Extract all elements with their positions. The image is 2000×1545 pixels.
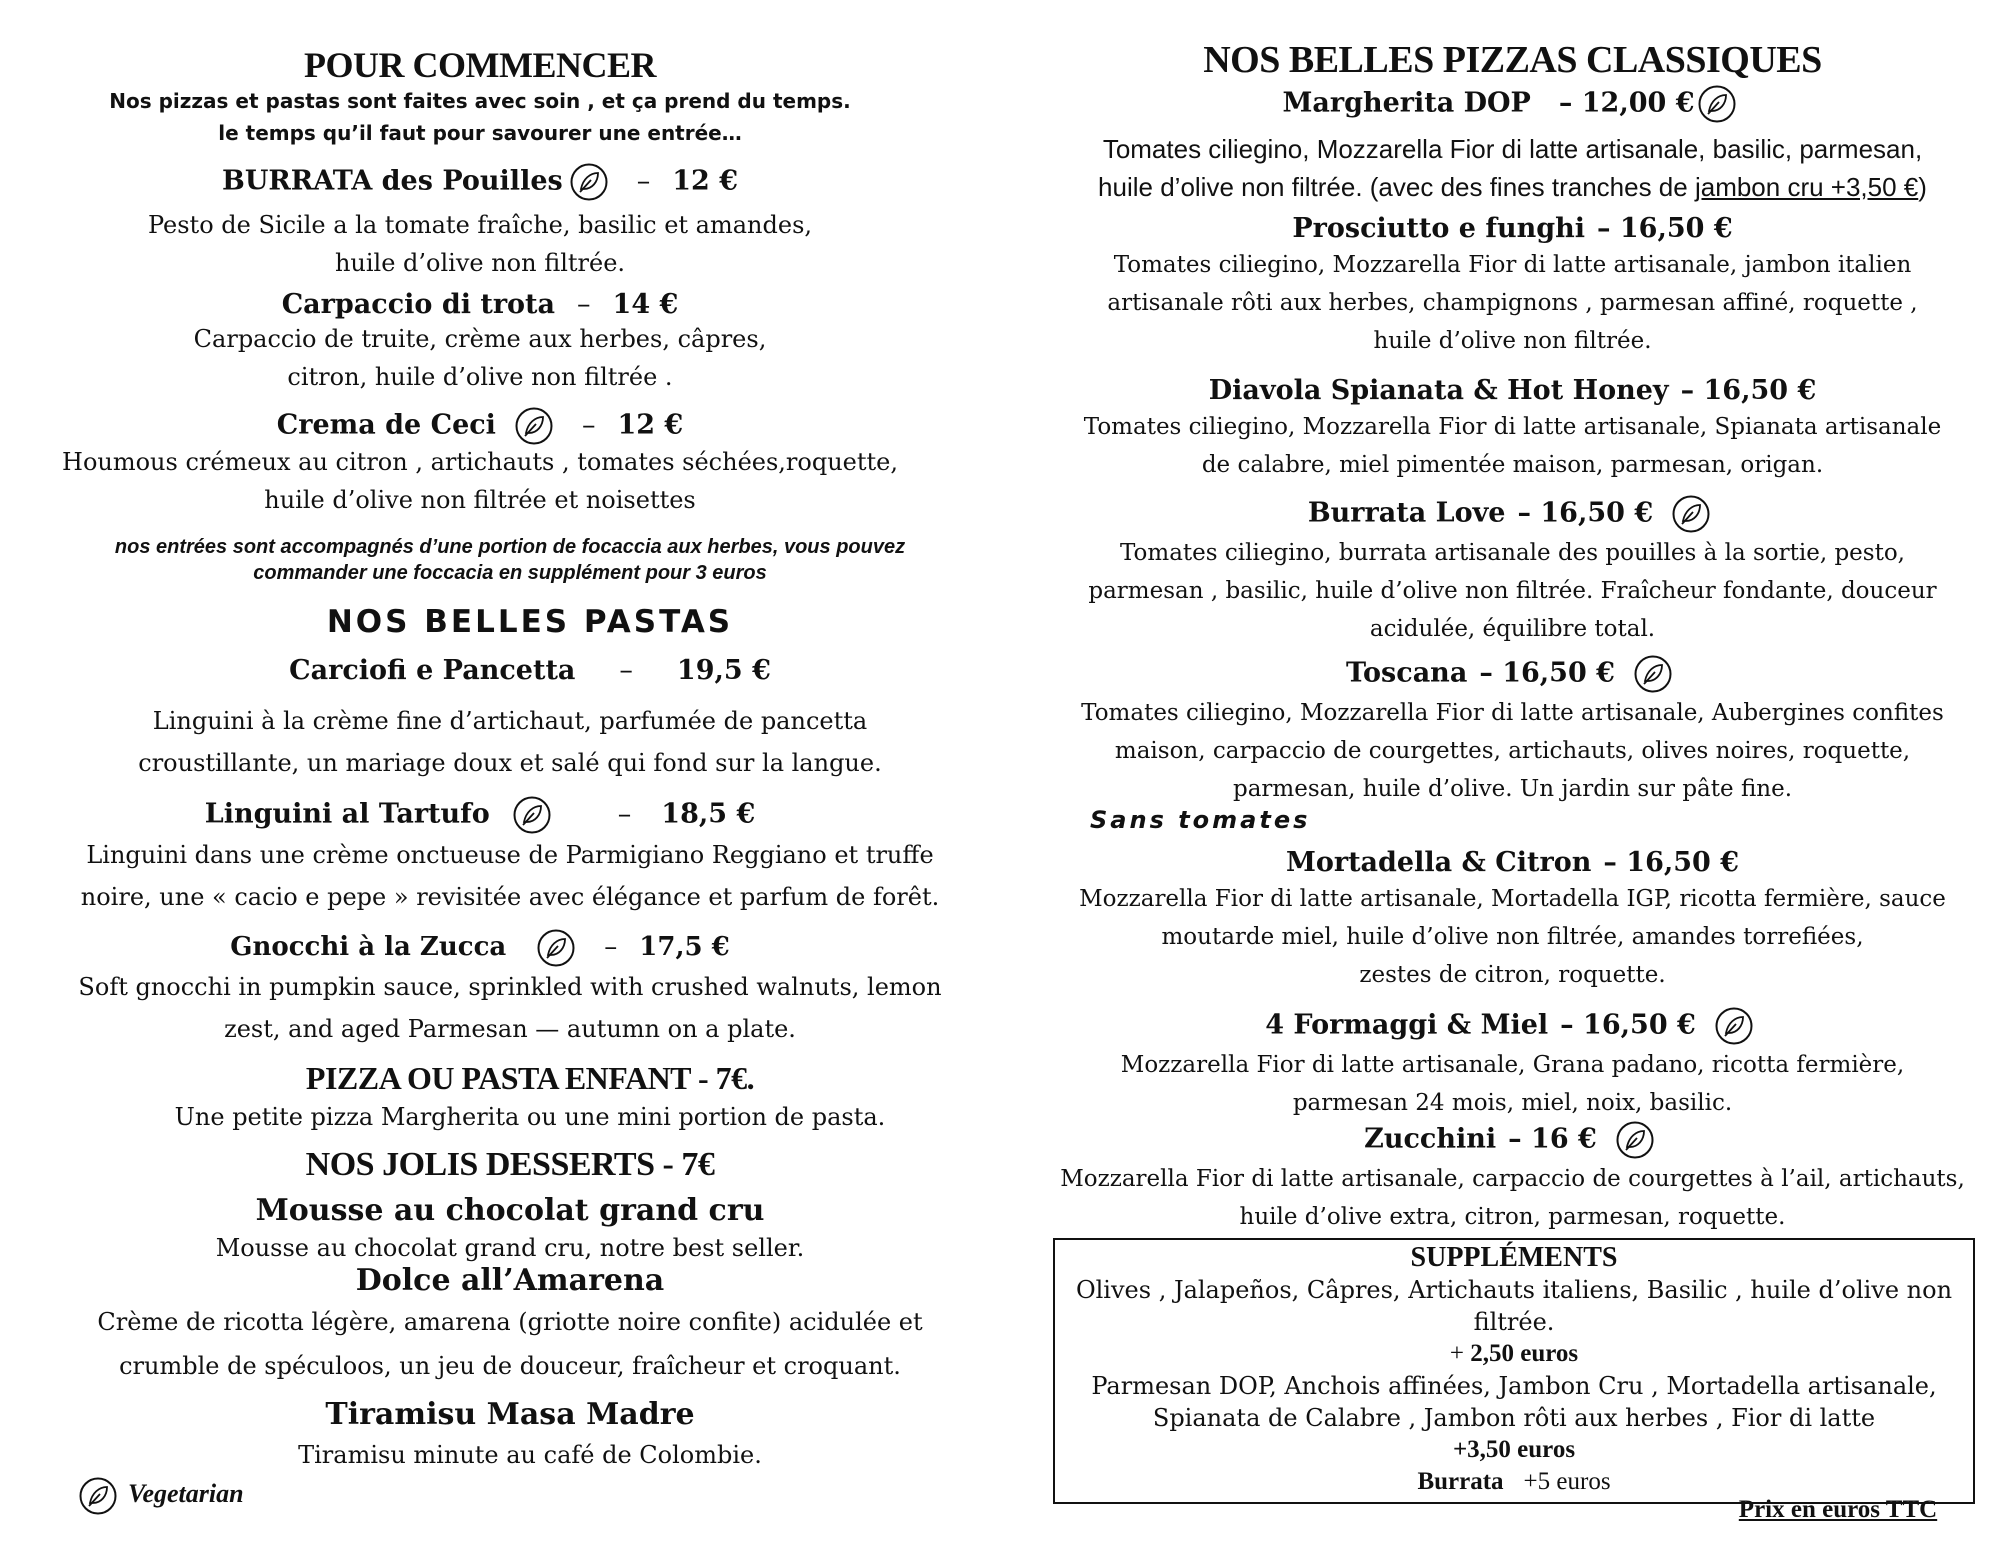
- item-name: BURRATA des Pouilles: [222, 165, 563, 197]
- item-desc-line: Tomates ciliegino, Mozzarella Fior di latte artisanale, basilic, parmesan,: [1102, 134, 1923, 164]
- menu-item-pizza: [1045, 374, 1980, 484]
- kids-description: [30, 1098, 1030, 1136]
- menu-item-gnocchi: [30, 928, 930, 968]
- starters-title: POUR COMMENCER: [304, 45, 656, 85]
- separator: –: [619, 655, 633, 686]
- supplements-line: Olives , Jalapeños, Câpres, Artichauts italiens, Basilic , huile d’olive non: [1075, 1276, 1953, 1304]
- item-desc-line: Mozzarella Fior di latte artisanale, Grana padano, ricotta fermière,: [1120, 1052, 1905, 1078]
- item-desc-line: parmesan 24 mois, miel, noix, basilic.: [1292, 1090, 1733, 1116]
- vegetarian-leaf-icon: [569, 162, 609, 202]
- starters-intro-line1: Nos pizzas et pastas sont faites avec soin , et ça prend du temps.: [109, 89, 851, 113]
- item-desc-line: Mousse au chocolat grand cru, notre best seller.: [215, 1234, 805, 1262]
- item-price: 19,5 €: [676, 655, 771, 686]
- item-name: Zucchini: [1364, 1123, 1497, 1155]
- vegetarian-leaf-icon: [1615, 1120, 1655, 1160]
- item-description: [30, 206, 930, 282]
- item-desc-line: Tomates ciliegino, Mozzarella Fior di latte artisanale, Spianata artisanale: [1083, 414, 1942, 440]
- item-price: 14 €: [612, 289, 679, 320]
- item-desc-line: citron, huile d’olive non filtrée .: [287, 363, 673, 391]
- item-price: – 16,50 €: [1479, 657, 1615, 689]
- item-desc-line: Mozzarella Fior di latte artisanale, Mortadella IGP, ricotta fermière, sauce: [1079, 886, 1946, 912]
- item-desc-line: Houmous crémeux au citron , artichauts , tomates séchées,roquette,: [62, 448, 898, 476]
- item-price: 12 €: [617, 409, 684, 441]
- item-name: Margherita DOP: [1282, 87, 1531, 119]
- menu-item-pizza: [1045, 846, 1980, 994]
- burrata-price: +5 euros: [1523, 1468, 1611, 1495]
- vegetarian-leaf-icon: [512, 795, 552, 835]
- item-name: Prosciutto e funghi: [1292, 213, 1585, 244]
- item-title-row: [30, 162, 930, 202]
- item-title-row: [1045, 494, 1980, 534]
- vegetarian-leaf-icon: [78, 1476, 118, 1516]
- sans-tomates-label: Sans tomates: [1090, 806, 1311, 834]
- item-title-row: [30, 406, 930, 446]
- menu-item-pizza: [1045, 212, 1980, 360]
- item-desc-line: Pesto de Sicile a la tomate fraîche, basilic et amandes,: [147, 211, 813, 239]
- supplements-line: Parmesan DOP, Anchois affinées, Jambon Cru , Mortadella artisanale,: [1091, 1372, 1937, 1400]
- supplements-burrata: [1055, 1466, 1973, 1498]
- vegetarian-leaf-icon: [514, 406, 554, 446]
- item-name: Carciofi e Pancetta: [289, 655, 576, 686]
- item-desc-line: noire, une « cacio e pepe » revisitée avec élégance et parfum de forêt.: [80, 883, 940, 911]
- vegetarian-leaf-icon: [1633, 654, 1673, 694]
- vegetarian-leaf-icon: [1671, 494, 1711, 534]
- pastas-title: NOS BELLES PASTAS: [326, 604, 734, 640]
- item-price: – 12,00 €: [1558, 87, 1695, 119]
- item-name: Linguini al Tartufo: [204, 798, 490, 830]
- item-desc-line: zestes de citron, roquette.: [1359, 962, 1666, 988]
- item-name: 4 Formaggi & Miel: [1265, 1009, 1549, 1041]
- item-price: – 16,50 €: [1603, 847, 1740, 878]
- item-title-row: [1045, 212, 1980, 246]
- vegetarian-leaf-icon: [1697, 84, 1737, 124]
- item-price: – 16,50 €: [1680, 375, 1817, 406]
- supplements-line: Spianata de Calabre , Jambon rôti aux herbes , Fior di latte: [1152, 1404, 1876, 1432]
- item-price: 17,5 €: [639, 932, 730, 962]
- item-title-row: [1045, 374, 1980, 408]
- item-desc-line: huile d’olive non filtrée.: [1373, 328, 1652, 354]
- item-name: Diavola Spianata & Hot Honey: [1208, 375, 1669, 406]
- menu-item-mousse: [30, 1194, 990, 1228]
- menu-item-carciofi: [30, 654, 1030, 688]
- item-desc-line: Mozzarella Fior di latte artisanale, carpaccio de courgettes à l’ail, artichauts,: [1060, 1166, 1965, 1192]
- item-name: Crema de Ceci: [276, 409, 496, 441]
- item-title-row: [1045, 846, 1980, 880]
- item-desc-line: maison, carpaccio de courgettes, artichauts, olives noires, roquette,: [1114, 738, 1911, 764]
- item-price: – 16,50 €: [1597, 213, 1733, 244]
- item-desc-line: Linguini dans une crème onctueuse de Parmigiano Reggiano et truffe: [86, 841, 934, 869]
- item-price: – 16 €: [1508, 1123, 1597, 1155]
- separator: –: [577, 289, 591, 320]
- item-description: [30, 966, 990, 1050]
- item-desc-line: crumble de spéculoos, un jeu de douceur, fraîcheur et croquant.: [119, 1352, 901, 1380]
- price-value: 2,50 euros: [1470, 1340, 1579, 1367]
- menu-item-tiramisu: [30, 1398, 990, 1432]
- supplements-title: SUPPLÉMENTS: [1410, 1242, 1618, 1273]
- item-desc-line: Une petite pizza Margherita ou une mini portion de pasta.: [174, 1103, 886, 1131]
- item-desc-line: Carpaccio de truite, crème aux herbes, câpres,: [193, 325, 767, 353]
- item-description: [30, 1436, 1030, 1474]
- item-name: Mortadella & Citron: [1285, 847, 1592, 878]
- item-title-row: [1045, 84, 1980, 124]
- vegetarian-legend: [78, 1472, 244, 1516]
- supplements-price: [1055, 1338, 1973, 1370]
- burrata-label: Burrata: [1417, 1468, 1504, 1495]
- item-desc-line: zest, and aged Parmesan — autumn on a plate.: [224, 1015, 796, 1043]
- supplements-line: filtrée.: [1473, 1308, 1555, 1336]
- separator: –: [581, 409, 596, 441]
- kids-title: PIZZA OU PASTA ENFANT - 7€.: [305, 1060, 755, 1096]
- item-title-row: [30, 928, 930, 968]
- item-desc-line: Tomates ciliegino, Mozzarella Fior di latte artisanale, Aubergines confites: [1081, 700, 1944, 726]
- item-desc-line: Tomates ciliegino, burrata artisanale des pouilles à la sortie, pesto,: [1120, 540, 1905, 566]
- item-desc-line: huile d’olive non filtrée et noisettes: [264, 486, 696, 514]
- plus-sign: +: [1449, 1340, 1471, 1367]
- menu-item-pizza: [1045, 1120, 1980, 1236]
- item-desc-line: artisanale rôti aux herbes, champignons , parmesan affiné, roquette ,: [1107, 290, 1918, 316]
- vegetarian-label: Vegetarian: [128, 1479, 244, 1508]
- separator: –: [617, 798, 632, 830]
- item-desc-line: huile d’olive non filtrée.: [334, 249, 626, 277]
- item-desc-line: croustillante, un mariage doux et salé qui fond sur la langue.: [138, 749, 882, 777]
- menu-item-pizza: [1045, 1006, 1980, 1122]
- menu-item-pizza: [1045, 494, 1980, 648]
- item-desc-line: Crème de ricotta légère, amarena (griotte noire confite) acidulée et: [97, 1308, 923, 1336]
- supplements-box: [1053, 1238, 1975, 1504]
- item-name: Carpaccio di trota: [281, 289, 556, 320]
- item-price: 12 €: [672, 165, 738, 197]
- desc-part: huile d’olive non filtrée. (avec des fines tranches de: [1098, 172, 1695, 202]
- item-title-row: [1045, 1006, 1980, 1046]
- menu-item-crema-de-ceci: [30, 406, 930, 446]
- menu-item-tartufo: [30, 795, 930, 835]
- item-description: [1030, 130, 1995, 206]
- menu-item-carpaccio: [30, 288, 930, 322]
- item-desc-line: moutarde miel, huile d’olive non filtrée, amandes torrefiées,: [1161, 924, 1864, 950]
- item-desc-line: [1030, 168, 1995, 206]
- pizzas-title: NOS BELLES PIZZAS CLASSIQUES: [1203, 39, 1822, 81]
- vegetarian-leaf-icon: [536, 928, 576, 968]
- item-description: [30, 1232, 990, 1264]
- item-description: [30, 1300, 990, 1388]
- separator: –: [636, 165, 651, 197]
- item-description: [30, 834, 990, 918]
- supplements-price: +3,50 euros: [1452, 1436, 1576, 1463]
- item-title-row: [30, 654, 1030, 688]
- item-desc-line: huile d’olive extra, citron, parmesan, roquette.: [1239, 1204, 1786, 1230]
- jambon-option: jambon cru +3,50 €: [1694, 172, 1919, 202]
- item-desc-line: Tomates ciliegino, Mozzarella Fior di latte artisanale, jambon italien: [1113, 252, 1912, 278]
- menu-item-pizza: [1045, 654, 1980, 808]
- focaccia-note-line1: nos entrées sont accompagnés d’une portion de focaccia aux herbes, vous pouvez: [114, 536, 906, 558]
- item-title-row: [1045, 1120, 1980, 1160]
- item-title-row: [30, 795, 930, 835]
- menu-item-burrata: [30, 162, 930, 202]
- item-desc-line: de calabre, miel pimentée maison, parmesan, origan.: [1201, 452, 1824, 478]
- item-name: Tiramisu Masa Madre: [325, 1397, 695, 1432]
- starters-intro-line2: le temps qu’il faut pour savourer une entrée…: [218, 121, 742, 145]
- item-desc-line: Linguini à la crème fine d’artichaut, parfumée de pancetta: [152, 707, 868, 735]
- item-description: [30, 320, 930, 396]
- item-name: Toscana: [1346, 657, 1468, 689]
- menu-item-margherita: [1045, 84, 1980, 124]
- desserts-title: NOS JOLIS DESSERTS - 7€: [305, 1146, 715, 1183]
- item-description: [30, 443, 930, 519]
- item-description: [30, 700, 990, 784]
- item-title-row: [30, 288, 930, 322]
- item-price: – 16,50 €: [1517, 497, 1654, 529]
- item-price: 18,5 €: [661, 798, 756, 830]
- item-name: Gnocchi à la Zucca: [230, 932, 507, 962]
- item-price: – 16,50 €: [1560, 1009, 1696, 1041]
- prices-note: Prix en euros TTC: [1738, 1496, 1938, 1523]
- separator: –: [604, 932, 618, 962]
- desc-part: ): [1918, 172, 1927, 202]
- item-desc-line: parmesan, huile d’olive. Un jardin sur pâte fine.: [1232, 776, 1793, 802]
- item-title-row: [1045, 654, 1980, 694]
- item-name: Dolce all’Amarena: [355, 1263, 665, 1298]
- item-name: Burrata Love: [1307, 497, 1506, 529]
- item-desc-line: parmesan , basilic, huile d’olive non filtrée. Fraîcheur fondante, douceur: [1088, 578, 1937, 604]
- vegetarian-leaf-icon: [1714, 1006, 1754, 1046]
- item-desc-line: Soft gnocchi in pumpkin sauce, sprinkled with crushed walnuts, lemon: [78, 973, 942, 1001]
- item-desc-line: Tiramisu minute au café de Colombie.: [298, 1441, 762, 1469]
- menu-item-amarena: [30, 1264, 990, 1298]
- item-desc-line: acidulée, équilibre total.: [1369, 616, 1656, 642]
- focaccia-note-line2: commander une foccacia en supplément pour 3 euros: [253, 562, 767, 584]
- item-name: Mousse au chocolat grand cru: [255, 1193, 765, 1228]
